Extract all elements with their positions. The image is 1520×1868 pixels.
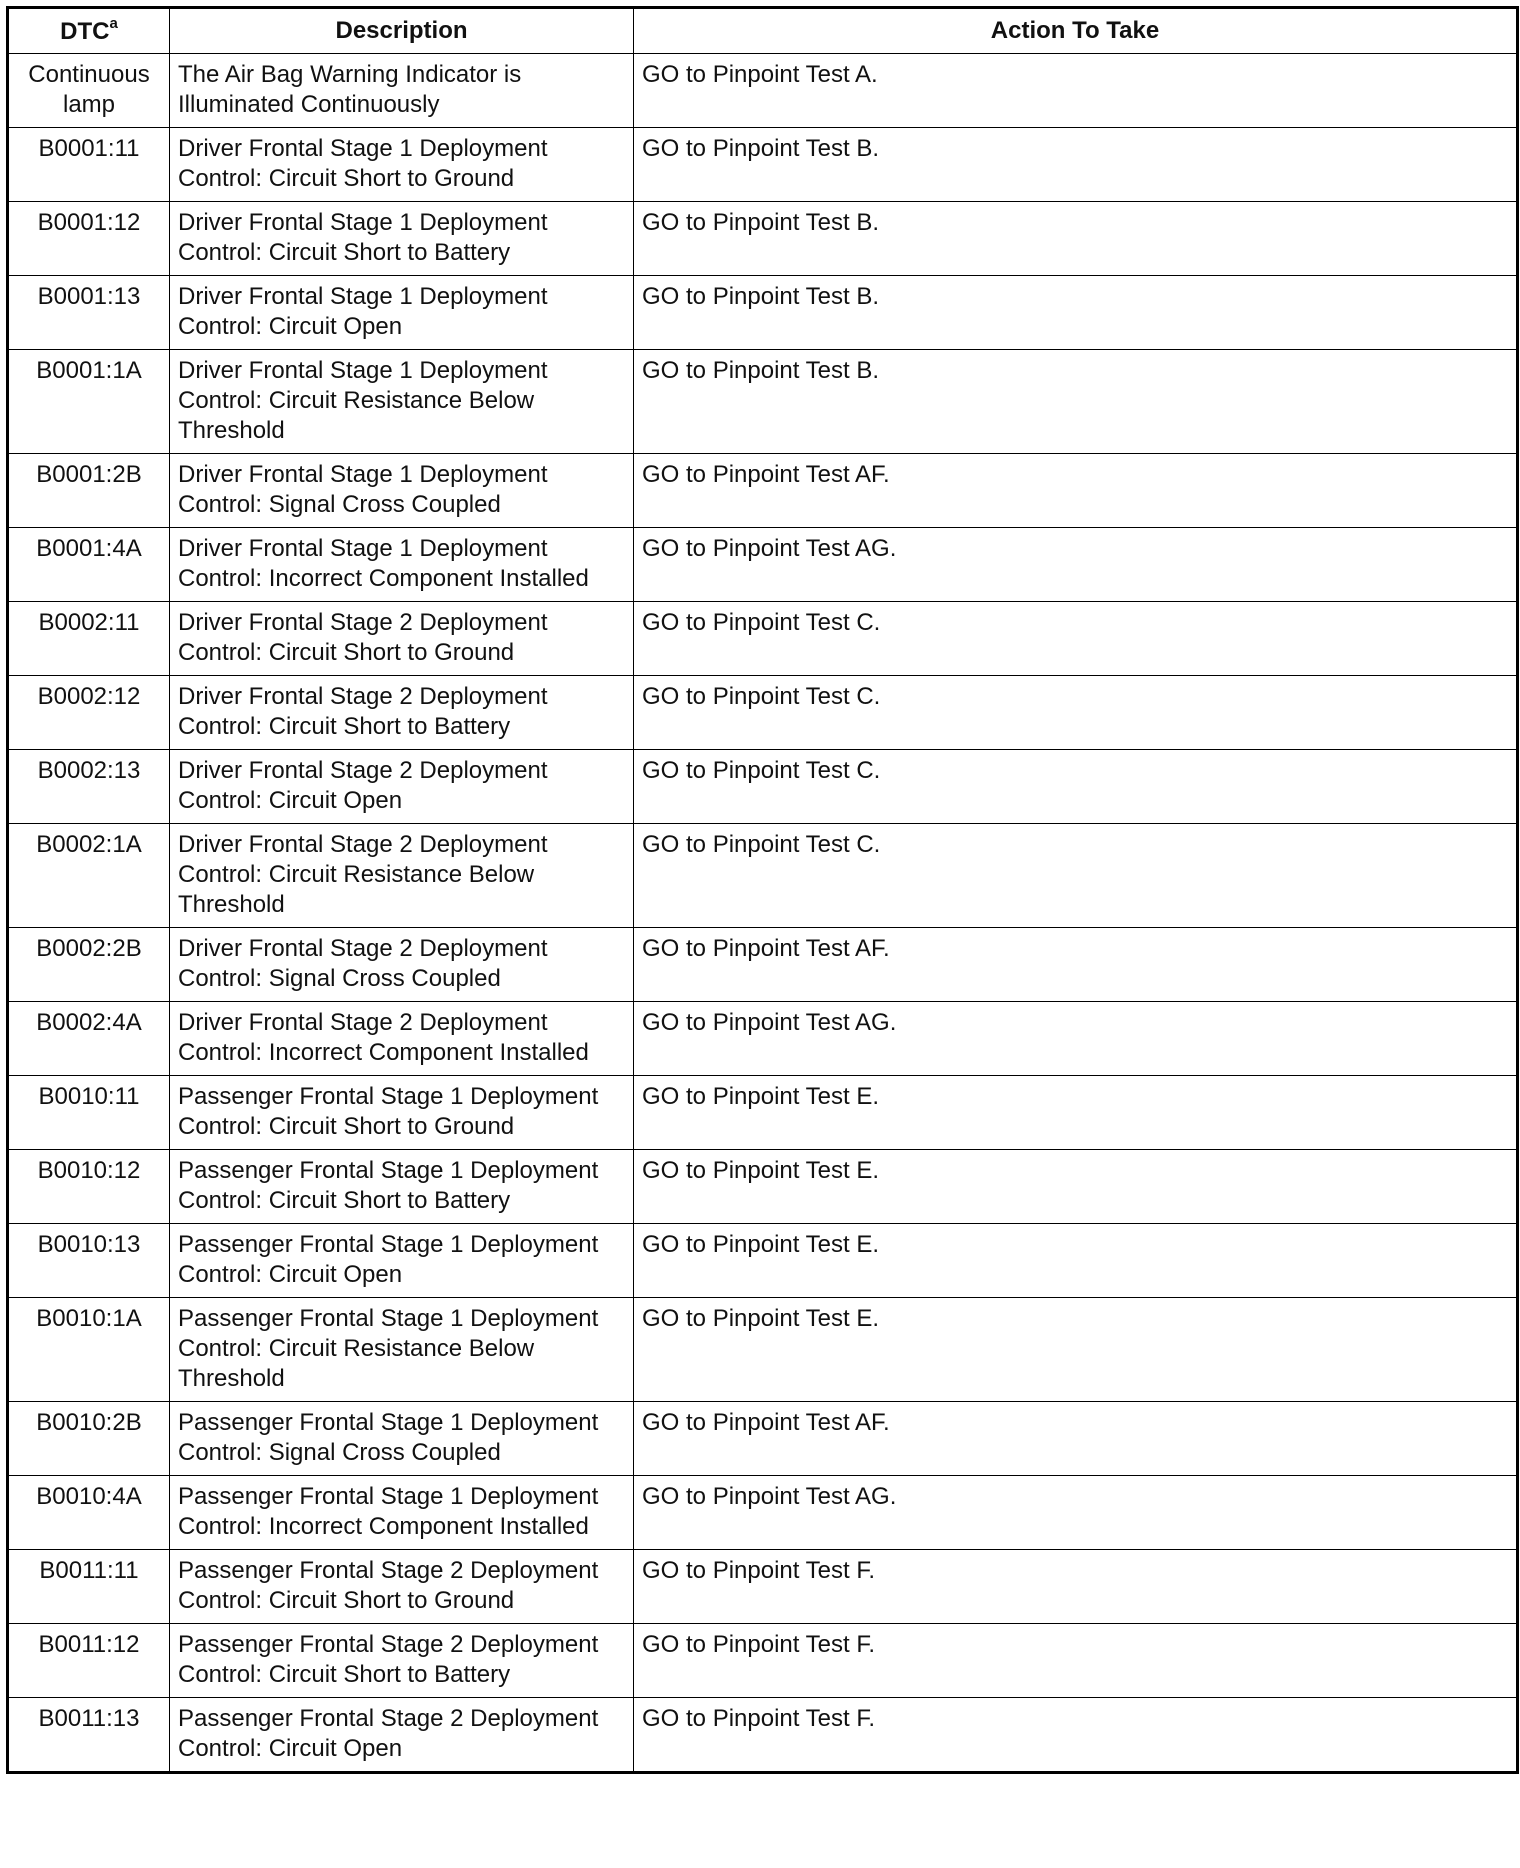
description-cell: Passenger Frontal Stage 1 Deployment Control: Circuit Short to Ground	[170, 1076, 634, 1150]
description-cell: Driver Frontal Stage 2 Deployment Control: Signal Cross Coupled	[170, 928, 634, 1002]
table-row	[8, 928, 1518, 1002]
action-cell: GO to Pinpoint Test A.	[634, 54, 1518, 128]
table-row	[8, 454, 1518, 528]
description-cell: Driver Frontal Stage 2 Deployment Control: Incorrect Component Installed	[170, 1002, 634, 1076]
dtc-cell: B0001:4A	[8, 528, 170, 602]
dtc-cell: B0011:13	[8, 1698, 170, 1773]
action-cell: GO to Pinpoint Test E.	[634, 1076, 1518, 1150]
dtc-cell: B0010:2B	[8, 1402, 170, 1476]
dtc-cell: B0002:2B	[8, 928, 170, 1002]
table-row	[8, 1224, 1518, 1298]
dtc-cell: B0011:11	[8, 1550, 170, 1624]
dtc-cell: B0002:13	[8, 750, 170, 824]
action-cell: GO to Pinpoint Test AF.	[634, 454, 1518, 528]
dtc-cell: B0002:1A	[8, 824, 170, 928]
dtc-cell: B0002:11	[8, 602, 170, 676]
action-cell: GO to Pinpoint Test C.	[634, 824, 1518, 928]
action-cell: GO to Pinpoint Test E.	[634, 1224, 1518, 1298]
action-cell: GO to Pinpoint Test AG.	[634, 1476, 1518, 1550]
description-cell: Passenger Frontal Stage 1 Deployment Control: Circuit Short to Battery	[170, 1150, 634, 1224]
description-cell: Driver Frontal Stage 2 Deployment Control: Circuit Resistance Below Threshold	[170, 824, 634, 928]
description-cell: Passenger Frontal Stage 2 Deployment Control: Circuit Short to Battery	[170, 1624, 634, 1698]
table-row	[8, 1298, 1518, 1402]
description-cell: Passenger Frontal Stage 1 Deployment Control: Circuit Resistance Below Threshold	[170, 1298, 634, 1402]
table-row	[8, 202, 1518, 276]
description-cell: Driver Frontal Stage 1 Deployment Control: Incorrect Component Installed	[170, 528, 634, 602]
description-cell: Passenger Frontal Stage 1 Deployment Control: Incorrect Component Installed	[170, 1476, 634, 1550]
description-cell: Passenger Frontal Stage 1 Deployment Control: Circuit Open	[170, 1224, 634, 1298]
header-description: Description	[170, 8, 634, 54]
action-cell: GO to Pinpoint Test AF.	[634, 928, 1518, 1002]
dtc-cell: B0001:13	[8, 276, 170, 350]
dtc-cell: Continuous lamp	[8, 54, 170, 128]
table-row	[8, 128, 1518, 202]
action-cell: GO to Pinpoint Test F.	[634, 1550, 1518, 1624]
table-row	[8, 824, 1518, 928]
description-cell: Driver Frontal Stage 2 Deployment Control: Circuit Short to Ground	[170, 602, 634, 676]
dtc-cell: B0010:11	[8, 1076, 170, 1150]
dtc-cell: B0002:12	[8, 676, 170, 750]
table-row	[8, 1624, 1518, 1698]
header-action: Action To Take	[634, 8, 1518, 54]
table-row	[8, 1698, 1518, 1773]
header-dtc-label: DTC	[60, 17, 110, 45]
dtc-cell: B0001:2B	[8, 454, 170, 528]
action-cell: GO to Pinpoint Test C.	[634, 750, 1518, 824]
action-cell: GO to Pinpoint Test F.	[634, 1624, 1518, 1698]
table-row	[8, 528, 1518, 602]
dtc-cell: B0010:13	[8, 1224, 170, 1298]
table-row	[8, 276, 1518, 350]
action-cell: GO to Pinpoint Test C.	[634, 676, 1518, 750]
action-cell: GO to Pinpoint Test B.	[634, 128, 1518, 202]
action-cell: GO to Pinpoint Test B.	[634, 350, 1518, 454]
table-row	[8, 676, 1518, 750]
table-row	[8, 1476, 1518, 1550]
description-cell: The Air Bag Warning Indicator is Illuminated Continuously	[170, 54, 634, 128]
dtc-cell: B0001:12	[8, 202, 170, 276]
action-cell: GO to Pinpoint Test AG.	[634, 1002, 1518, 1076]
dtc-cell: B0010:4A	[8, 1476, 170, 1550]
table-row	[8, 750, 1518, 824]
description-cell: Driver Frontal Stage 2 Deployment Control: Circuit Short to Battery	[170, 676, 634, 750]
action-cell: GO to Pinpoint Test F.	[634, 1698, 1518, 1773]
dtc-cell: B0010:12	[8, 1150, 170, 1224]
description-cell: Passenger Frontal Stage 2 Deployment Control: Circuit Open	[170, 1698, 634, 1773]
action-cell: GO to Pinpoint Test E.	[634, 1150, 1518, 1224]
dtc-table	[6, 6, 1519, 1774]
description-cell: Driver Frontal Stage 1 Deployment Control: Circuit Resistance Below Threshold	[170, 350, 634, 454]
table-row	[8, 602, 1518, 676]
action-cell: GO to Pinpoint Test B.	[634, 202, 1518, 276]
document-page	[6, 6, 1516, 1774]
header-dtc	[8, 8, 170, 54]
description-cell: Driver Frontal Stage 1 Deployment Control: Circuit Short to Ground	[170, 128, 634, 202]
table-row	[8, 1002, 1518, 1076]
header-dtc-footnote-marker: a	[109, 14, 118, 32]
description-cell: Driver Frontal Stage 2 Deployment Control: Circuit Open	[170, 750, 634, 824]
table-row	[8, 54, 1518, 128]
dtc-cell: B0010:1A	[8, 1298, 170, 1402]
dtc-cell: B0001:11	[8, 128, 170, 202]
table-row	[8, 1076, 1518, 1150]
dtc-cell: B0002:4A	[8, 1002, 170, 1076]
action-cell: GO to Pinpoint Test C.	[634, 602, 1518, 676]
table-header-row	[8, 8, 1518, 54]
table-row	[8, 1550, 1518, 1624]
table-row	[8, 350, 1518, 454]
dtc-cell: B0001:1A	[8, 350, 170, 454]
table-row	[8, 1402, 1518, 1476]
table-body	[8, 54, 1518, 1773]
dtc-cell: B0011:12	[8, 1624, 170, 1698]
action-cell: GO to Pinpoint Test E.	[634, 1298, 1518, 1402]
action-cell: GO to Pinpoint Test B.	[634, 276, 1518, 350]
table-row	[8, 1150, 1518, 1224]
description-cell: Driver Frontal Stage 1 Deployment Control: Circuit Short to Battery	[170, 202, 634, 276]
action-cell: GO to Pinpoint Test AG.	[634, 528, 1518, 602]
description-cell: Passenger Frontal Stage 2 Deployment Control: Circuit Short to Ground	[170, 1550, 634, 1624]
description-cell: Driver Frontal Stage 1 Deployment Control: Signal Cross Coupled	[170, 454, 634, 528]
description-cell: Driver Frontal Stage 1 Deployment Control: Circuit Open	[170, 276, 634, 350]
description-cell: Passenger Frontal Stage 1 Deployment Control: Signal Cross Coupled	[170, 1402, 634, 1476]
action-cell: GO to Pinpoint Test AF.	[634, 1402, 1518, 1476]
